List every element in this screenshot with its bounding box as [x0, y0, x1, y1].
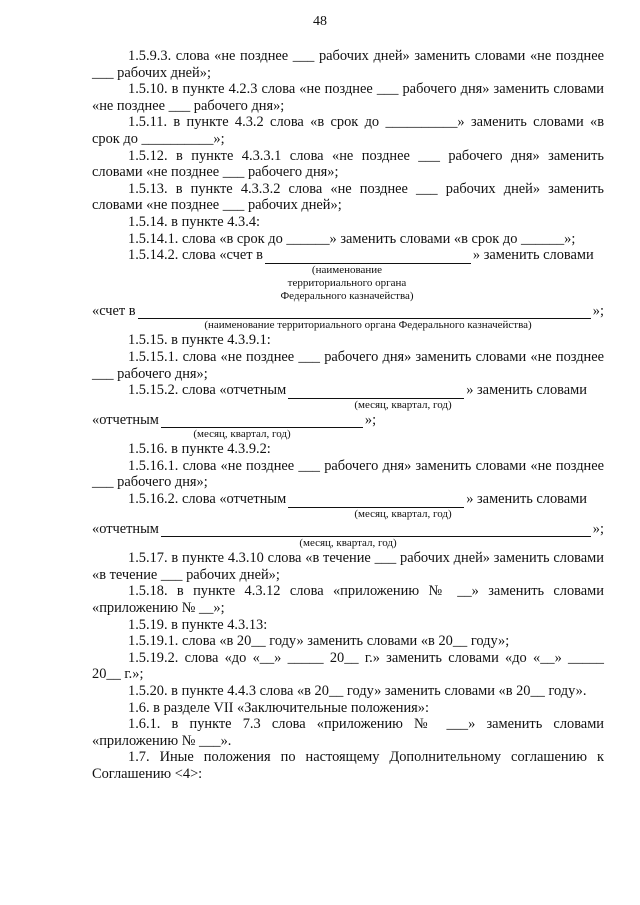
clause-1-6-1: 1.6.1. в пункте 7.3 слова «приложению № ___» заменить словами «приложению № ___». — [92, 716, 604, 749]
clause-1-5-16-2 — [92, 491, 604, 508]
clause-1-7: 1.7. Иные положения по настоящему Дополнительному соглашению к Соглашению <4>: — [92, 749, 604, 782]
clause-1-5-17: 1.5.17. в пункте 4.3.10 слова «в течение ___ рабочих дней» заменить словами «в течение ___ рабочих дней»; — [92, 550, 604, 583]
replacement-account-line — [92, 303, 604, 320]
clause-1-5-12: 1.5.12. в пункте 4.3.3.1 слова «не позднее ___ рабочего дня» заменить словами «не позднее ___ рабочего дня»; — [92, 147, 604, 181]
clause-1-5-14: 1.5.14. в пункте 4.3.4: — [128, 213, 261, 230]
caption: территориального органа — [287, 276, 407, 289]
clause-1-5-14-2 — [92, 247, 604, 264]
caption: (месяц, квартал, год) — [193, 428, 291, 441]
caption-block — [92, 264, 472, 303]
line-lead: «счет в — [92, 302, 136, 319]
clause-1-5-19-1: 1.5.19.1. слова «в 20__ году» заменить словами «в 20__ году»; — [128, 633, 510, 650]
clause-1-5-19-2: 1.5.19.2. слова «до «__» _____ 20__ г.» заменить словами «до «__» _____ 20__ г.»; — [92, 649, 604, 683]
line-lead: 1.5.16.2. слова «отчетным — [128, 491, 287, 508]
clause-1-5-14-2-lead: 1.5.14.2. слова «счет в — [128, 247, 263, 264]
line-tail: » заменить словами — [466, 382, 587, 399]
replacement-period-line — [92, 412, 604, 429]
clause-1-5-20: 1.5.20. в пункте 4.4.3 слова «в 20__ году» заменить словами «в 20__ году». — [128, 683, 587, 699]
blank-line — [288, 387, 464, 399]
caption: (месяц, квартал, год) — [299, 537, 397, 550]
line-tail: »; — [364, 411, 377, 428]
clause-1-5-14-2-tail: » заменить словами — [472, 247, 594, 264]
clause-1-5-16-1: 1.5.16.1. слова «не позднее ___ рабочего дня» заменить словами «не позднее ___ рабочего дня»; — [92, 457, 604, 491]
line-tail: » заменить словами — [466, 491, 587, 508]
caption: (месяц, квартал, год) — [354, 507, 452, 520]
caption: Федерального казначейства) — [280, 289, 414, 302]
clause-1-5-15: 1.5.15. в пункте 4.3.9.1: — [128, 332, 271, 349]
clause-1-5-9-3: 1.5.9.3. слова «не позднее ___ рабочих дней» заменить словами «не позднее ___ рабочих дней»; — [92, 48, 604, 81]
blank-line — [161, 525, 591, 537]
clause-1-5-15-2 — [92, 382, 604, 399]
clause-1-5-15-1: 1.5.15.1. слова «не позднее ___ рабочего дня» заменить словами «не позднее ___ рабочего дня»; — [92, 348, 604, 382]
blank-line — [288, 496, 464, 508]
replacement-period-line — [92, 521, 604, 538]
caption: (наименование — [311, 263, 383, 276]
caption: (наименование территориального органа Федерального казначейства) — [204, 319, 532, 332]
blank-line — [265, 252, 471, 264]
line-lead: 1.5.15.2. слова «отчетным — [128, 382, 287, 399]
line-tail: »; — [592, 520, 604, 537]
clause-1-6: 1.6. в разделе VII «Заключительные положения»: — [128, 699, 429, 716]
clause-1-5-16: 1.5.16. в пункте 4.3.9.2: — [128, 441, 271, 458]
clause-1-5-14-1: 1.5.14.1. слова «в срок до ______» заменить словами «в срок до ______»; — [128, 230, 576, 247]
page-number: 48 — [313, 14, 327, 29]
document-body — [92, 48, 604, 783]
caption: (месяц, квартал, год) — [354, 398, 452, 411]
line-lead: «отчетным — [92, 520, 159, 537]
clause-1-5-10: 1.5.10. в пункте 4.2.3 слова «не позднее ___ рабочего дня» заменить словами «не позднее ___ рабочего дня»; — [92, 81, 604, 114]
clause-1-5-13: 1.5.13. в пункте 4.3.3.2 слова «не позднее ___ рабочих дней» заменить словами «не позднее ___ рабочих дней»; — [92, 180, 604, 214]
line-tail: »; — [592, 302, 604, 319]
clause-1-5-11: 1.5.11. в пункте 4.3.2 слова «в срок до __________» заменить словами «в срок до __________»; — [92, 114, 604, 147]
line-lead: «отчетным — [92, 411, 159, 428]
clause-1-5-19: 1.5.19. в пункте 4.3.13: — [128, 616, 268, 633]
clause-1-5-18: 1.5.18. в пункте 4.3.12 слова «приложению № __» заменить словами «приложению № __»; — [92, 583, 604, 617]
blank-line — [161, 416, 363, 428]
blank-line — [138, 307, 591, 319]
